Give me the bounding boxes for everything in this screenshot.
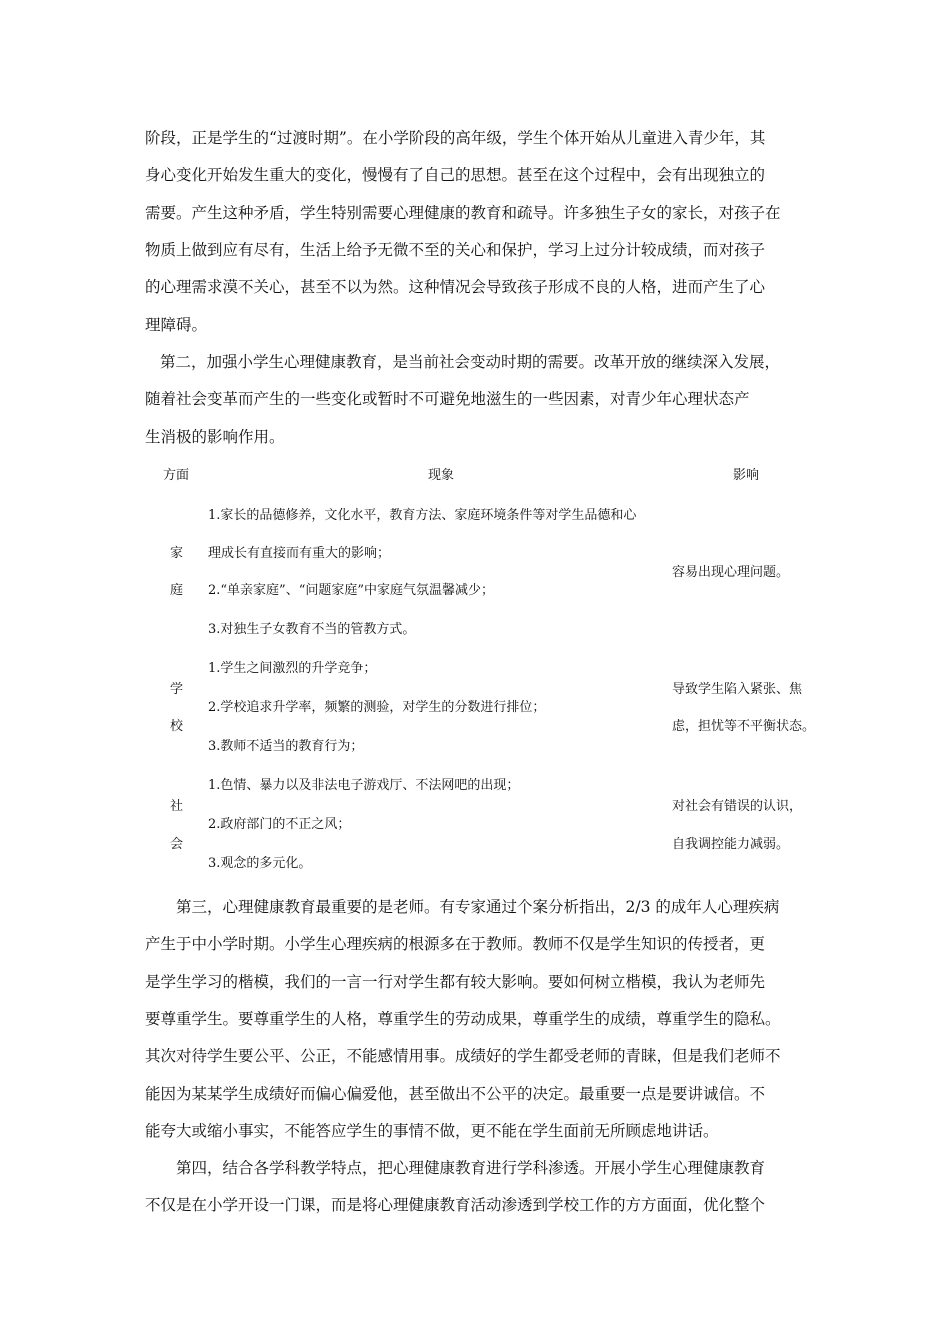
phenomenon-item: 3.教师不适当的教育行为；	[208, 739, 364, 754]
aspect-char: 家	[170, 546, 184, 561]
aspect-char: 会	[170, 837, 184, 852]
text-line: 产生于中小学时期。小学生心理疾病的根源多在于教师。教师不仅是学生知识的传授者，更	[145, 935, 766, 953]
text-line: 身心变化开始发生重大的变化，慢慢有了自己的思想。甚至在这个过程中，会有出现独立的	[145, 166, 766, 184]
text-line: 是学生学习的楷模，我们的一言一行对学生都有较大影响。要如何树立楷模，我认为老师先	[145, 973, 766, 991]
impact-text: 对社会有错误的认识，	[672, 799, 803, 814]
text-line: 能因为某某学生成绩好而偏心偏爱他，甚至做出不公平的决定。最重要一点是要讲诚信。不	[145, 1085, 766, 1103]
text-line: 要尊重学生。要尊重学生的人格，尊重学生的劳动成果，尊重学生的成绩，尊重学生的隐私。	[145, 1010, 781, 1028]
text-line: 生消极的影响作用。	[145, 428, 285, 446]
phenomenon-item: 3.观念的多元化。	[208, 856, 312, 871]
phenomenon-item: 1.家长的品德修养，文化水平，教育方法、家庭环境条件等对学生品德和心	[208, 508, 637, 523]
phenomenon-item: 2.学校追求升学率，频繁的测验，对学生的分数进行排位；	[208, 700, 546, 715]
impact-text: 自我调控能力减弱。	[672, 837, 790, 852]
aspect-char: 庭	[170, 583, 184, 598]
aspect-char: 学	[170, 682, 184, 697]
impact-text: 容易出现心理问题。	[672, 565, 790, 580]
impact-text: 虑，担忧等不平衡状态。	[672, 719, 816, 734]
text-line: 第二，加强小学生心理健康教育，是当前社会变动时期的需要。改革开放的继续深入发展，	[160, 353, 781, 371]
text-line: 阶段，正是学生的“过渡时期”。在小学阶段的高年级，学生个体开始从儿童进入青少年，其	[145, 129, 766, 147]
text-line: 不仅是在小学开设一门课，而是将心理健康教育活动渗透到学校工作的方方面面，优化整个	[145, 1196, 766, 1214]
text-line: 理障碍。	[145, 316, 208, 334]
table-header-aspect: 方面	[163, 468, 190, 483]
text-line: 第三，心理健康教育最重要的是老师。有专家通过个案分析指出，2/3 的成年人心理疾病	[176, 898, 780, 916]
table-header-phenomena: 现象	[428, 468, 455, 483]
text-line: 随着社会变革而产生的一些变化或暂时不可避免地滋生的一些因素，对青少年心理状态产	[145, 390, 750, 408]
aspect-char: 社	[170, 799, 184, 814]
text-line: 的心理需求漠不关心，甚至不以为然。这种情况会导致孩子形成不良的人格，进而产生了心	[145, 278, 766, 296]
phenomenon-item: 1.色情、暴力以及非法电子游戏厅、不法网吧的出现；	[208, 778, 520, 793]
text-line: 能夸大或缩小事实，不能答应学生的事情不做，更不能在学生面前无所顾虑地讲话。	[145, 1122, 719, 1140]
phenomenon-item: 3.对独生子女教育不当的管教方式。	[208, 622, 416, 637]
text-line: 第四，结合各学科教学特点，把心理健康教育进行学科渗透。开展小学生心理健康教育	[176, 1159, 766, 1177]
text-line: 物质上做到应有尽有，生活上给予无微不至的关心和保护，学习上过分计较成绩，而对孩子	[145, 241, 766, 259]
phenomenon-item: 2.“单亲家庭”、“问题家庭”中家庭气氛温馨减少；	[208, 583, 494, 598]
text-line: 其次对待学生要公平、公正，不能感情用事。成绩好的学生都受老师的青睐，但是我们老师不	[145, 1047, 781, 1065]
aspect-char: 校	[170, 719, 184, 734]
phenomenon-item: 1.学生之间激烈的升学竞争；	[208, 661, 377, 676]
phenomenon-item: 理成长有直接而有重大的影响；	[208, 546, 391, 561]
table-header-impact: 影响	[733, 468, 760, 483]
impact-text: 导致学生陷入紧张、焦	[672, 682, 803, 697]
text-line: 需要。产生这种矛盾，学生特别需要心理健康的教育和疏导。许多独生子女的家长，对孩子在	[145, 204, 781, 222]
phenomenon-item: 2.政府部门的不正之风；	[208, 817, 351, 832]
